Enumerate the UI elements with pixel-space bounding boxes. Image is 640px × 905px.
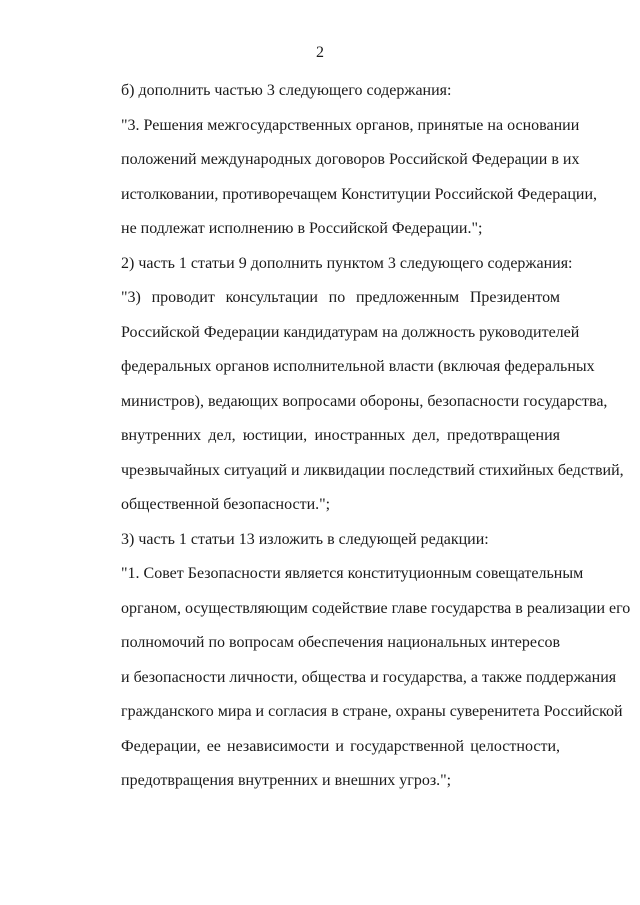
text-line: предотвращения внутренних и внешних угроз."; <box>121 772 452 789</box>
paragraph-consultations <box>81 281 624 523</box>
text-line: истолковании, противоречащем Конституции Российской Федерации, <box>121 185 598 203</box>
text-line: Федерации, ее независимости и государственной целостности, <box>121 737 560 755</box>
text-line: министров), ведающих вопросами обороны, безопасности государства, <box>121 392 608 410</box>
text-line: б) дополнить частью 3 следующего содержания: <box>121 82 452 99</box>
text-line: и безопасности личности, общества и государства, а также поддержания <box>121 668 617 686</box>
text-line: 2) часть 1 статьи 9 дополнить пунктом 3 следующего содержания: <box>121 254 573 272</box>
paragraph-b <box>81 74 560 109</box>
text-line: 3) часть 1 статьи 13 изложить в следующей редакции: <box>121 530 489 548</box>
text-line: полномочий по вопросам обеспечения национальных интересов <box>121 634 560 651</box>
text-line: "1. Совет Безопасности является конституционным совещательным <box>121 565 584 582</box>
text-line: положений международных договоров Российской Федерации в их <box>121 151 580 168</box>
text-line: не подлежат исполнению в Российской Федерации."; <box>121 220 483 237</box>
text-line: внутренних дел, юстиции, иностранных дел, предотвращения <box>121 427 560 444</box>
text-line: общественной безопасности."; <box>121 496 331 513</box>
text-line: федеральных органов исполнительной власти (включая федеральных <box>121 358 595 375</box>
text-line: "3. Решения межгосударственных органов, принятые на основании <box>121 116 580 134</box>
paragraph-item-3 <box>81 523 560 558</box>
text-line: органом, осуществляющим содействие главе государства в реализации его <box>121 599 631 617</box>
paragraph-item-2 <box>81 247 573 282</box>
document-body <box>81 74 631 799</box>
page-number: 2 <box>316 44 324 61</box>
text-line: "3) проводит консультации по предложенным Президентом <box>121 289 560 306</box>
paragraph-part-3-decisions <box>81 109 598 247</box>
text-line: гражданского мира и согласия в стране, охраны суверенитета Российской <box>121 703 623 720</box>
text-line: чрезвычайных ситуаций и ликвидации последствий стихийных бедствий, <box>121 461 624 479</box>
text-line: Российской Федерации кандидатурам на должность руководителей <box>121 323 580 341</box>
paragraph-security-council <box>81 557 631 799</box>
